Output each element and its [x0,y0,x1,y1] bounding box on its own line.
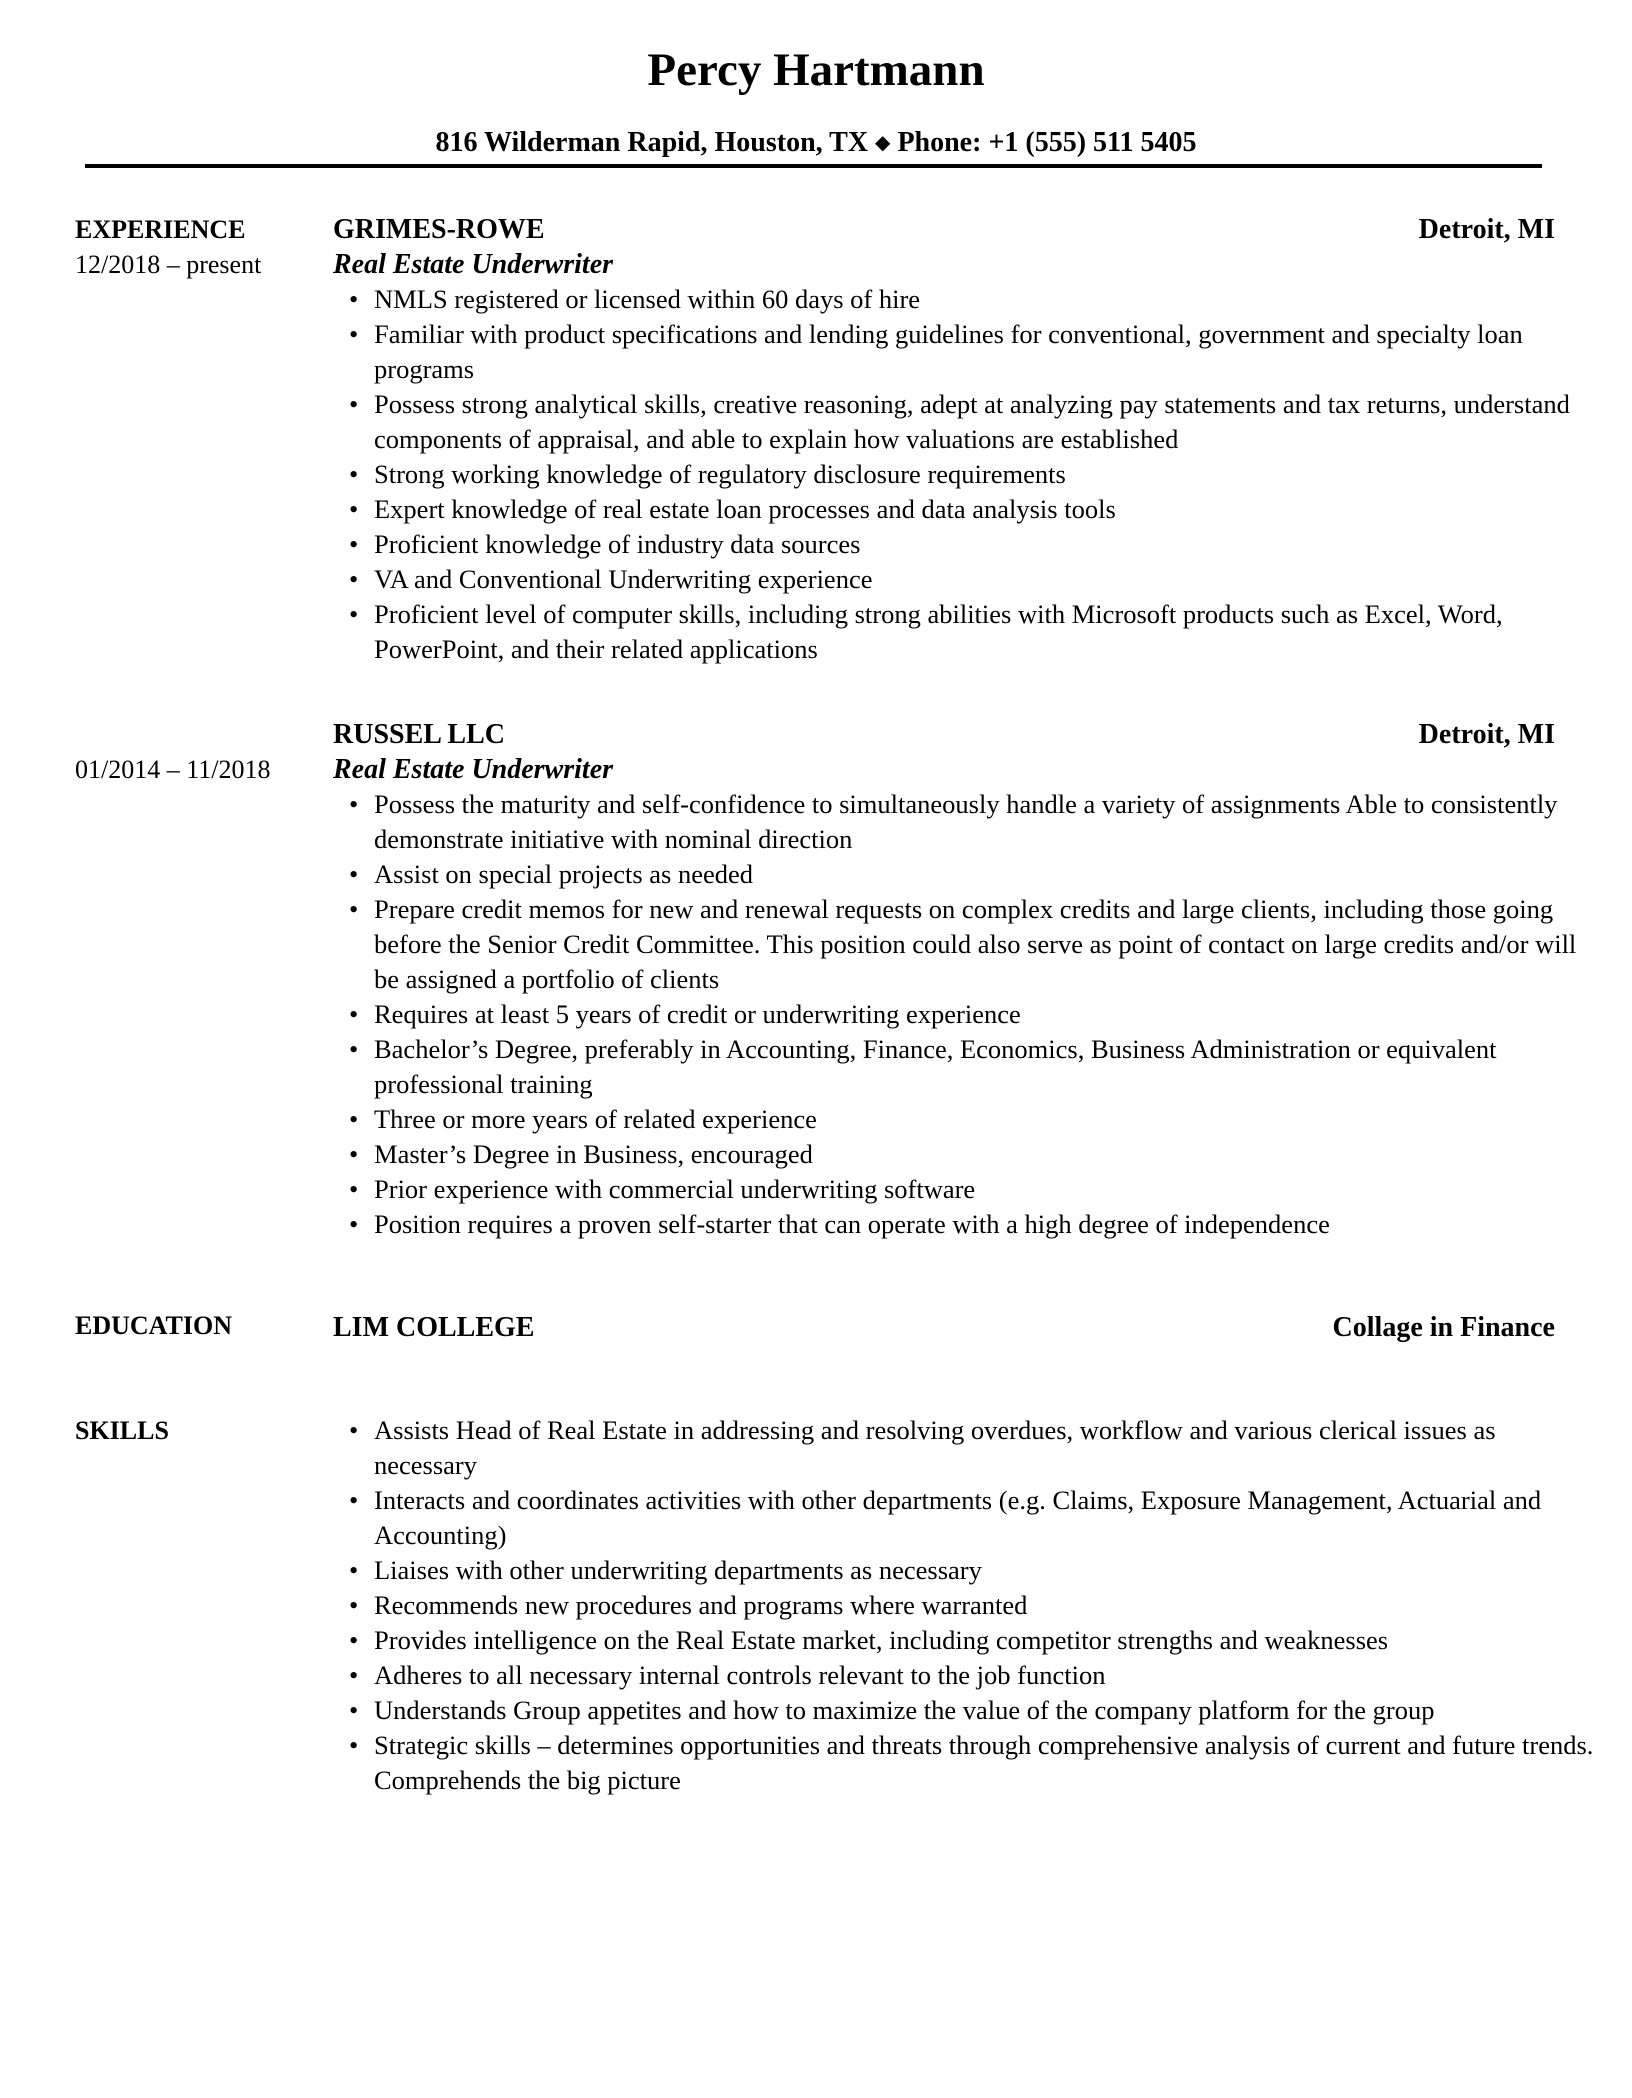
list-item: • Strong working knowledge of regulatory disclosure requirements [374,457,1596,492]
list-item: • NMLS registered or licensed within 60 days of hire [374,282,1596,317]
contact-line [0,126,1632,160]
job-header [333,717,1555,752]
address: 816 Wilderman Rapid, Houston, TX [435,127,869,158]
list-item: • Proficient knowledge of industry data sources [374,527,1596,562]
skills-list [333,1413,1596,1798]
diamond-separator-icon: ◆ [875,132,891,154]
list-item: • Requires at least 5 years of credit or underwriting experience [374,997,1596,1032]
header-divider [85,164,1542,168]
phone: Phone: +1 (555) 511 5405 [897,127,1197,158]
education-entry [333,1310,1555,1345]
job-location: Detroit, MI [1418,719,1555,750]
section-label-education: EDUCATION [75,1311,232,1340]
list-item: • Possess the maturity and self-confidence to simultaneously handle a variety of assignments Able to consistently demonstrate initiative with nominal direction [374,787,1596,857]
list-item: • Master’s Degree in Business, encouraged [374,1137,1596,1172]
degree: Collage in Finance [1332,1312,1555,1343]
job-dates: 12/2018 – present [75,250,262,279]
list-item: • Adheres to all necessary internal controls relevant to the job function [374,1658,1596,1693]
list-item: • Prepare credit memos for new and renewal requests on complex credits and large clients, including those going before the Senior Credit Committee. This position could also serve as point of contact on large credits and/or will be assigned a portfolio of clients [374,892,1596,997]
list-item: • Understands Group appetites and how to maximize the value of the company platform for the group [374,1693,1596,1728]
section-label-experience: EXPERIENCE [75,215,246,244]
job-dates: 01/2014 – 11/2018 [75,755,271,784]
candidate-name: Percy Hartmann [647,44,985,96]
section-label-skills: SKILLS [75,1416,169,1445]
job-location: Detroit, MI [1418,214,1555,245]
list-item: • Assists Head of Real Estate in addressing and resolving overdues, workflow and various clerical issues as necessary [374,1413,1596,1483]
job-header [333,212,1555,247]
company-name: GRIMES-ROWE [333,214,545,245]
list-item: • Prior experience with commercial underwriting software [374,1172,1596,1207]
list-item: • Interacts and coordinates activities with other departments (e.g. Claims, Exposure Management, Actuarial and Accounting) [374,1483,1596,1553]
job-title: Real Estate Underwriter [333,754,614,785]
job-bullets [333,282,1596,667]
list-item: • Familiar with product specifications and lending guidelines for conventional, government and specialty loan programs [374,317,1596,387]
list-item: • Possess strong analytical skills, creative reasoning, adept at analyzing pay statements and tax returns, understand components of appraisal, and able to explain how valuations are established [374,387,1596,457]
list-item: • Bachelor’s Degree, preferably in Accounting, Finance, Economics, Business Administration or equivalent professional training [374,1032,1596,1102]
list-item: • Recommends new procedures and programs where warranted [374,1588,1596,1623]
list-item: • Strategic skills – determines opportunities and threats through comprehensive analysis of current and future trends. Comprehends the big picture [374,1728,1596,1798]
list-item: • Expert knowledge of real estate loan processes and data analysis tools [374,492,1596,527]
list-item: • Position requires a proven self-starter that can operate with a high degree of independence [374,1207,1596,1242]
job-title: Real Estate Underwriter [333,249,614,280]
job-bullets [333,787,1596,1242]
list-item: • Provides intelligence on the Real Estate market, including competitor strengths and weaknesses [374,1623,1596,1658]
school-name: LIM COLLEGE [333,1312,535,1343]
list-item: • Three or more years of related experience [374,1102,1596,1137]
list-item: • Proficient level of computer skills, including strong abilities with Microsoft products such as Excel, Word, PowerPoint, and their related applications [374,597,1596,667]
list-item: • Liaises with other underwriting departments as necessary [374,1553,1596,1588]
company-name: RUSSEL LLC [333,719,505,750]
list-item: • Assist on special projects as needed [374,857,1596,892]
list-item: • VA and Conventional Underwriting experience [374,562,1596,597]
